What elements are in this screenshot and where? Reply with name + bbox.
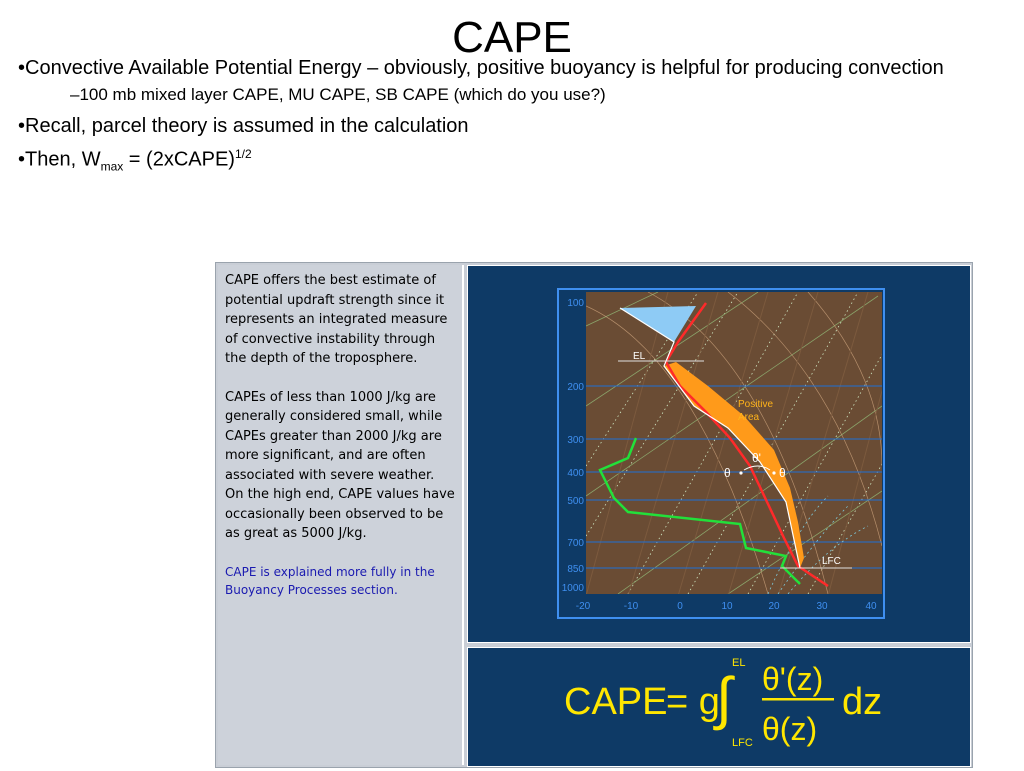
pressure-label-400: 400 (567, 468, 584, 479)
wmax-subscript: max (100, 159, 124, 174)
cape-formula-panel (467, 647, 971, 767)
slide-title: CAPE (452, 13, 572, 62)
temp-label-0: 0 (677, 601, 683, 612)
wmax-equation: = (2xCAPE) (123, 148, 235, 171)
bullet-list (18, 56, 1008, 183)
explanation-paragraph-2: CAPEs of less than 1000 J/kg are generally considered small, while CAPEs greater than 2000 J/kg are more significant, and are often associated with severe weather. On the high end, CAPE values have occasionally been observed to be as great as 5000 J/kg. (225, 389, 455, 541)
temp-label-10: 10 (721, 601, 733, 612)
lfc-label: LFC (822, 556, 841, 567)
pressure-label-100: 100 (567, 298, 584, 309)
theta-right-dot (772, 471, 775, 474)
temp-label-20: 20 (768, 601, 780, 612)
theta-right-label: θ (779, 466, 786, 480)
temp-label-minus20: -20 (575, 601, 591, 612)
skew-t-diagram (468, 266, 970, 642)
positive-area-label-line1: Positive (738, 399, 774, 410)
cape-explanation-panel (218, 265, 464, 765)
el-label: EL (633, 351, 646, 362)
formula-numerator: θ'(z) (762, 661, 824, 697)
formula-fraction-bar (762, 698, 834, 701)
temp-label-40: 40 (865, 601, 877, 612)
sub-bullet-cape-types: –100 mb mixed layer CAPE, MU CAPE, SB CAPE (which do you use?) (70, 85, 606, 104)
pressure-label-700: 700 (567, 538, 584, 549)
pressure-label-1000: 1000 (561, 583, 584, 594)
wmax-prefix: •Then, W (18, 148, 101, 171)
formula-dz: dz (842, 681, 883, 723)
pressure-label-200: 200 (567, 382, 584, 393)
bullet-parcel-theory: •Recall, parcel theory is assumed in the calculation (18, 115, 469, 137)
skew-t-diagram-panel (467, 265, 971, 643)
formula-cape: CAPE (564, 681, 668, 723)
bullet-wmax (18, 142, 1008, 179)
pressure-label-300: 300 (567, 435, 584, 446)
explanation-paragraph-1: CAPE offers the best estimate of potential updraft strength since it represents an integrated measure of convective instability through the depth of the troposphere. (225, 273, 448, 366)
theta-left-label: θ (724, 466, 731, 480)
positive-area-label-line2: Area (738, 412, 760, 423)
temp-label-minus10: -10 (623, 601, 639, 612)
cape-figure (215, 262, 973, 768)
theta-left-dot (739, 471, 742, 474)
pressure-label-850: 850 (567, 564, 584, 575)
cape-formula (468, 648, 970, 766)
temp-label-30: 30 (816, 601, 828, 612)
formula-upper-limit: EL (732, 657, 746, 669)
formula-denominator: θ(z) (762, 711, 818, 747)
wmax-exponent: 1/2 (234, 147, 252, 161)
formula-lower-limit: LFC (732, 737, 753, 749)
buoyancy-section-link[interactable]: CAPE is explained more fully in the Buoyancy Processes section. (225, 564, 435, 597)
bullet-cape-definition: •Convective Available Potential Energy – obviously, positive buoyancy is helpful for producing convection (18, 57, 944, 79)
formula-equals-g: = g (666, 681, 720, 723)
pressure-label-500: 500 (567, 496, 584, 507)
theta-prime-label: θ' (752, 451, 761, 465)
formula-integral-sign: ∫ (716, 666, 732, 731)
